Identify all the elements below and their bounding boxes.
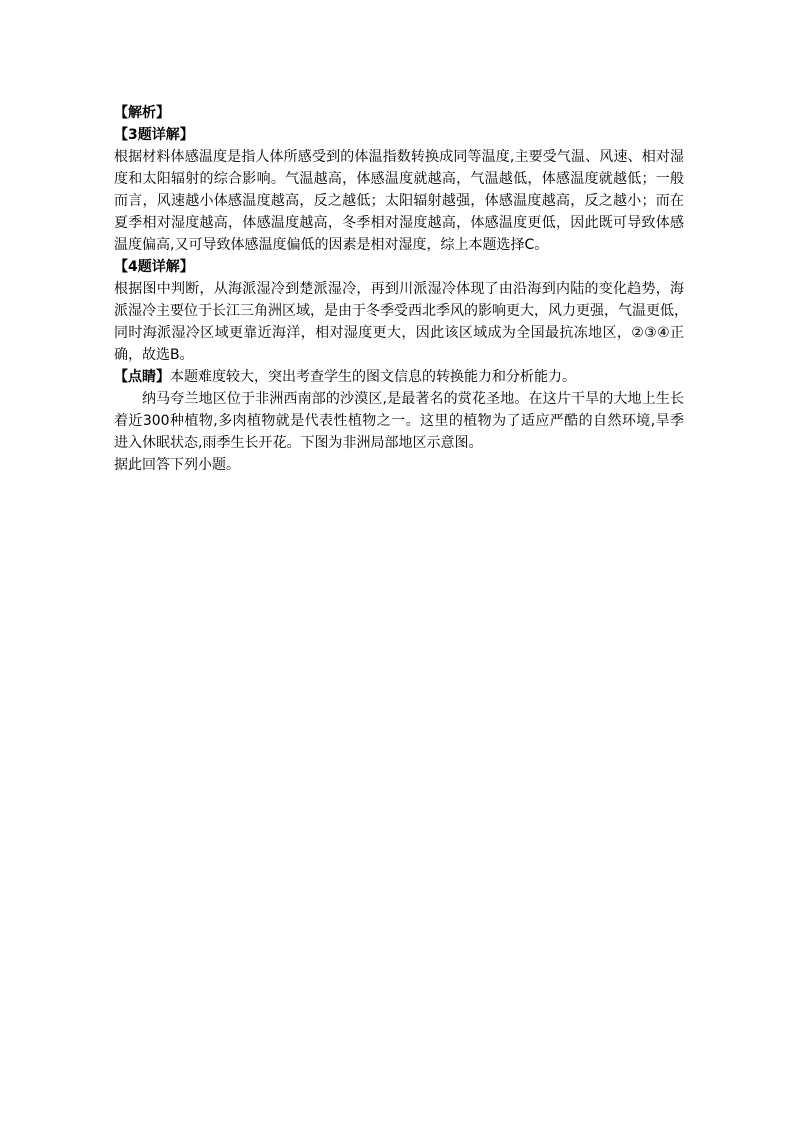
document-body <box>114 102 688 476</box>
comment-text: 本题难度较大，突出考查学生的图文信息的转换能力和分析能力。 <box>170 369 576 385</box>
q3-line: 温度偏高,又可导致体感温度偏低的因素是相对湿度，综上本题选择C。 <box>114 237 549 253</box>
q3-line: 而言，风速越小体感温度越高，反之越低；太阳辐射越强，体感温度越高，反之越小；而在 <box>114 193 684 209</box>
q3-line: 夏季相对湿度越高，体感温度越高，冬季相对湿度越高，体感温度更低，因此既可导致体感 <box>114 215 684 231</box>
passage-line: 进入休眠状态,雨季生长开花。下图为非洲局部地区示意图。 <box>114 435 483 451</box>
q4-line: 根据图中判断，从海派湿冷到楚派湿冷，再到川派湿冷体现了由沿海到内陆的变化趋势，海 <box>114 281 684 297</box>
analysis-label: 【解析】 <box>114 105 170 121</box>
comment-label: 【点睛】 <box>114 369 170 385</box>
q4-line: 派湿冷主要位于长江三角洲区域，是由于冬季受西北季风的影响更大，风力更强，气温更低， <box>114 303 688 319</box>
q3-heading: 【3题详解】 <box>114 127 194 143</box>
passage-line: 纳马夸兰地区位于非洲西南部的沙漠区,是最著名的赏花圣地。在这片干旱的大地上生长 <box>142 391 684 407</box>
comment-paragraph <box>114 366 684 388</box>
answer-prompt: 据此回答下列小题。 <box>114 457 240 473</box>
q4-heading: 【4题详解】 <box>114 259 194 275</box>
q3-line: 度和太阳辐射的综合影响。气温越高，体感温度就越高，气温越低，体感温度就越低；一般 <box>114 171 684 187</box>
q4-line: 同时海派湿冷区域更靠近海洋，相对湿度更大，因此该区域成为全国最抗冻地区，②③④正 <box>114 325 684 341</box>
passage-line: 着近300种植物,多肉植物就是代表性植物之一。这里的植物为了适应严酷的自然环境,旱季 <box>114 413 684 429</box>
q3-line: 根据材料体感温度是指人体所感受到的体温指数转换成同等温度,主要受气温、风速、相对湿 <box>114 149 684 165</box>
q4-line: 确，故选B。 <box>114 347 194 363</box>
